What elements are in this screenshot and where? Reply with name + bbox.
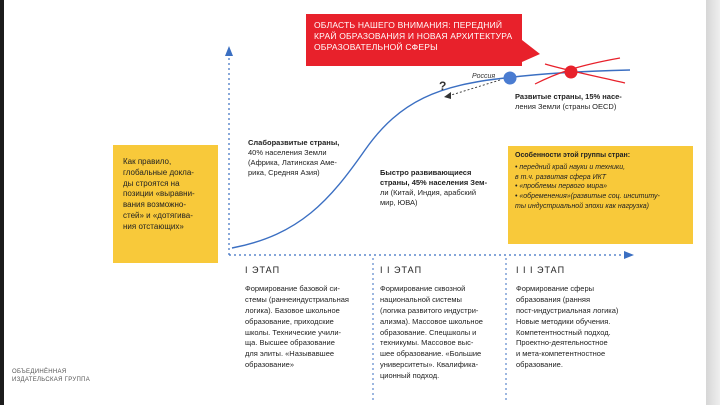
stage-line: ща. Высшее образование [245,338,335,348]
note-line: ды строятся на [123,178,180,188]
stage-3-description [516,284,634,371]
fast-title: Быстро развивающиеся [380,168,472,177]
note-line: глобальные докла- [123,167,194,177]
stage-line: шее образование. «Большие [380,349,482,359]
callout-line-1: ОБЛАСТЬ НАШЕГО ВНИМАНИЯ: ПЕРЕДНИЙ [314,20,503,30]
fast-developing-label [380,168,495,209]
focus-area-callout [306,14,522,66]
stage-line: логика). Базовое школьное [245,305,340,315]
callout-line-3: ОБРАЗОВАТЕЛЬНОЙ СФЕРЫ [314,42,438,53]
fast-line: мир, ЮВА) [380,198,418,208]
note-line: Как правило, [123,157,172,166]
note-line: стей» и «дотягива- [123,210,193,220]
weak-countries-label [248,138,358,179]
note-line: позиции «выравни- [123,189,195,199]
stage-line: образование. Спецшколы и [380,327,477,337]
publisher-logo [12,368,90,385]
stage-line: техникумы. Массовое выс- [380,338,474,348]
stage-line: Формирование сквозной [380,284,466,293]
weak-line: (Африка, Латинская Аме- [248,158,337,168]
weak-line: рика, Средняя Азия) [248,168,320,178]
logo-line: ИЗДАТЕЛЬСКАЯ ГРУППА [12,377,91,384]
stage-line: Формирование базовой си- [245,284,340,293]
global-reports-note [113,145,218,263]
note-line: ния отстающих» [123,221,184,231]
feature-item: • «обременения»(развитые соц. инсититу- [515,193,660,201]
weak-title: Слаборазвитые страны, [248,138,340,147]
stage-2-description [380,284,498,382]
question-mark: ? [439,79,447,93]
stage-1-title: I ЭТАП [245,265,281,275]
feature-item: в т.ч. развитая сфера ИКТ [515,173,607,181]
stage-line: пост-индустриальная логика) [516,305,619,315]
stage-line: ционный подход. [380,371,440,380]
feature-item: • «проблемы первого мира» [515,183,607,191]
features-box [508,146,693,244]
note-line: вания возможно- [123,200,186,210]
stage-line: (логика развитого индустри- [380,305,479,315]
feature-item: • передний край науки и техники, [515,163,626,171]
stage-1-description [245,284,363,371]
stage-line: Компетентностный подход. [516,327,611,337]
stage-line: и мета-компетентностное [516,349,606,359]
stage-line: для элиты. «Называвшее [245,349,335,359]
features-title: Особенности этой группы стран: [515,152,631,159]
weak-line: 40% населения Земли [248,148,327,158]
stage-line: ализма). Массовое школьное [380,316,483,326]
fast-title: страны, 45% населения Зем- [380,178,488,188]
stage-line: образования (ранняя [516,294,591,304]
stage-line: национальной системы [380,294,462,304]
y-axis-arrow [225,46,233,56]
dev-line: ления Земли (страны OECD) [515,102,617,112]
stage-line: Новые методики обучения. [516,316,611,326]
stage-line: университеты». Квалифика- [380,360,479,370]
stage-line: образование, приходские [245,316,334,326]
feature-item: ты индустриальной эпохи как нагрузка) [515,202,649,210]
stage-line: стемы (раннеиндустриальная [245,294,349,304]
stage-3-title: I I I ЭТАП [516,265,566,275]
stage-line: образование. [516,360,563,370]
fast-line: ли (Китай, Индия, арабский [380,188,477,198]
stage-line: образование» [245,360,294,370]
russia-label: Россия [472,73,496,80]
stage-line: Формирование сферы [516,284,595,293]
stage-line: школы. Технические учили- [245,327,342,337]
frontier-point [565,66,578,79]
callout-pointer [522,40,540,62]
x-axis-arrow [624,251,634,259]
russia-point [504,72,517,85]
russia-arrow-head [444,92,451,99]
logo-line: ОБЪЕДИНЁННАЯ [12,369,67,375]
stage-2-title: I I ЭТАП [380,265,423,275]
developed-countries-label [515,92,635,112]
callout-line-2: КРАЙ ОБРАЗОВАНИЯ И НОВАЯ АРХИТЕКТУРА [314,31,513,42]
dev-title: Развитые страны, 15% насе- [515,92,622,101]
stage-line: Проектно-деятельностное [516,338,608,348]
